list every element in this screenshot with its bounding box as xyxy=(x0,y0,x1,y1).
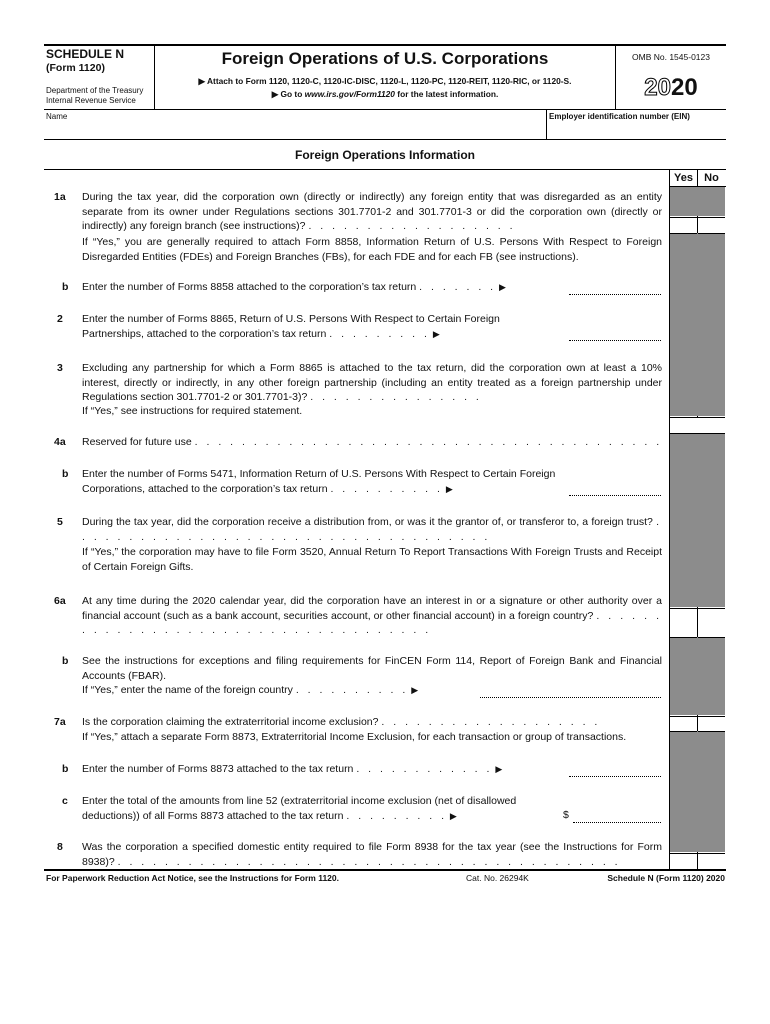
line-1b-entry[interactable] xyxy=(569,282,661,295)
yes-column-header: Yes xyxy=(674,172,693,184)
section-title: Foreign Operations Information xyxy=(294,148,475,162)
line-1a-question: During the tax year, did the corporation own (directly or indirectly) any foreign entity that was disregarded as an entity separate from its owner under Regulations sections 301.7701-2 and 301.7701-3 or did the corporation own (directly or indirectly) any foreign branch (see instructions)? . . . . . . . . . . . . . . . . . . xyxy=(82,191,662,232)
department-line: Department of the Treasury xyxy=(46,86,144,95)
line-8-yes-box[interactable] xyxy=(670,853,697,869)
website-instruction: ▶ Go to www.irs.gov/Form1120 for the latest information. xyxy=(271,89,499,99)
line-number: 2 xyxy=(57,313,63,325)
line-7b-text: Enter the number of Forms 8873 attached to the tax return . . . . . . . . . . . . ▶ xyxy=(82,763,503,775)
line-number: 4a xyxy=(54,436,66,448)
line-4a-text: Reserved for future use . . . . . . . . . . . . . . . . . . . . . . . . . . . . . . . . . . . . . . . . xyxy=(82,436,663,448)
line-number: 7a xyxy=(54,716,66,728)
line-1a-no-box[interactable] xyxy=(698,217,725,234)
line-7c-text: Enter the total of the amounts from line 52 (extraterritorial income exclusion (net of disallowed deductions)) of all Forms 8873 attached to the tax return . . . . . . . . . ▶ xyxy=(82,795,517,822)
line-number: 5 xyxy=(57,516,63,528)
name-field[interactable] xyxy=(46,122,544,138)
line-7a-question: Is the corporation claiming the extraterritorial income exclusion? . . . . . . . . . . . . . . . . . . . xyxy=(82,716,601,728)
shaded-column xyxy=(670,433,725,607)
line-number: c xyxy=(62,795,68,807)
line-number: b xyxy=(62,655,69,667)
ein-label: Employer identification number (EIN) xyxy=(549,112,690,121)
line-6b-note: If “Yes,” enter the name of the foreign country . . . . . . . . . . ▶ xyxy=(82,684,419,696)
line-8-question: Was the corporation a specified domestic entity required to file Form 8938 for the tax year (see the Instructions for Form 8938)? . . . . . . . . . . . . . . . . . . . . . . . . . . . . . . . . . . . . . . . . . . . xyxy=(82,841,662,868)
line-6a-question: At any time during the 2020 calendar year, did the corporation have an interest in or a signature or other authority over a financial account (such as a bank account, securities account, or other financial account) in a foreign country? . . . . . . . . . . . . . . . . . . . . . . . . . . . . . . . . . . . . xyxy=(82,595,662,636)
shaded-column xyxy=(670,637,725,715)
ein-field[interactable] xyxy=(549,122,725,138)
line-number: b xyxy=(62,468,69,480)
irs-url-link[interactable]: www.irs.gov/Form1120 xyxy=(304,89,395,99)
no-column-header: No xyxy=(704,172,719,184)
line-3-note: If “Yes,” see instructions for required statement. xyxy=(82,405,303,417)
line-number: 3 xyxy=(57,362,63,374)
line-1b-text: Enter the number of Forms 8858 attached to the corporation’s tax return . . . . . . . ▶ xyxy=(82,281,506,293)
line-4b-text: Enter the number of Forms 5471, Information Return of U.S. Persons With Respect to Certain Foreign Corporations, attached to the corporation’s tax return . . . . . . . . . . ▶ xyxy=(82,468,556,495)
shaded-column xyxy=(670,233,725,416)
form-reference: (Form 1120) xyxy=(46,62,105,74)
line-7a-yes-box[interactable] xyxy=(670,716,697,732)
line-6a-yes-box[interactable] xyxy=(670,608,697,638)
tax-year xyxy=(617,74,725,102)
line-4b-entry[interactable] xyxy=(569,483,661,496)
form-title: Foreign Operations of U.S. Corporations xyxy=(221,49,549,68)
line-number: b xyxy=(62,763,69,775)
line-number: 1a xyxy=(54,191,66,203)
line-5-note: If “Yes,” the corporation may have to file Form 3520, Annual Return To Report Transactions With Foreign Trusts and Receipt of Certain Foreign Gifts. xyxy=(82,546,662,573)
line-number: 8 xyxy=(57,841,63,853)
line-2-text: Enter the number of Forms 8865, Return of U.S. Persons With Respect to Certain Foreign Partnerships, attached to the corporation’s tax return . . . . . . . . . ▶ xyxy=(82,313,500,340)
form-identifier: Schedule N (Form 1120) 2020 xyxy=(607,873,725,883)
line-7a-note: If “Yes,” attach a separate Form 8873, Extraterritorial Income Exclusion, for each transaction or group of transactions. xyxy=(82,731,627,743)
catalog-number: Cat. No. 26294K xyxy=(466,873,529,883)
line-number: 6a xyxy=(54,595,66,607)
tax-year-outline: 20 xyxy=(644,74,671,101)
line-6b-country-entry[interactable] xyxy=(480,685,661,698)
line-2-entry[interactable] xyxy=(569,328,661,341)
line-7a-no-box[interactable] xyxy=(698,716,725,732)
attach-instruction: ▶ Attach to Form 1120, 1120-C, 1120-IC-DISC, 1120-L, 1120-PC, 1120-REIT, 1120-RIC, or 1120-S. xyxy=(198,76,572,86)
shaded-column xyxy=(670,731,725,852)
line-4a-box[interactable] xyxy=(670,417,725,434)
line-6a-no-box[interactable] xyxy=(698,608,725,638)
agency-line: Internal Revenue Service xyxy=(46,96,136,105)
line-7c-entry[interactable] xyxy=(573,810,661,823)
line-1a-yes-box[interactable] xyxy=(670,217,697,234)
currency-symbol: $ xyxy=(563,809,569,821)
omb-number: OMB No. 1545-0123 xyxy=(632,52,710,62)
tax-year-bold: 20 xyxy=(671,74,698,101)
paperwork-notice: For Paperwork Reduction Act Notice, see the Instructions for Form 1120. xyxy=(46,873,340,883)
shaded-column xyxy=(670,187,725,216)
line-8-no-box[interactable] xyxy=(698,853,725,869)
name-label: Name xyxy=(46,112,68,121)
line-5-question: During the tax year, did the corporation receive a distribution from, or was it the grantor of, or transferor to, a foreign trust? . . . . . . . . . . . . . . . . . . . . . . . . . . . . . . . . . . . . xyxy=(82,516,662,543)
line-1a-note: If “Yes,” you are generally required to attach Form 8858, Information Return of U.S. Persons With Respect to Foreign Disregarded Entities (FDEs) and Foreign Branches (FBs), for each FDE and for each FB (see instructions). xyxy=(82,236,662,263)
line-6b-text: See the instructions for exceptions and filing requirements for FinCEN Form 114, Report of Foreign Bank and Financial Accounts (FBAR). xyxy=(82,655,662,682)
line-number: b xyxy=(62,281,69,293)
schedule-label: SCHEDULE N xyxy=(46,47,125,61)
line-7b-entry[interactable] xyxy=(569,764,661,777)
line-3-question: Excluding any partnership for which a Form 8865 is attached to the tax return, did the corporation own at least a 10% interest, directly or indirectly, in any other foreign partnership (including an entity treated as a foreign partnership under Regulations section 301.7701-2 or 301.7701-3)? . . . . . . . . . . . . . . . xyxy=(82,362,662,403)
